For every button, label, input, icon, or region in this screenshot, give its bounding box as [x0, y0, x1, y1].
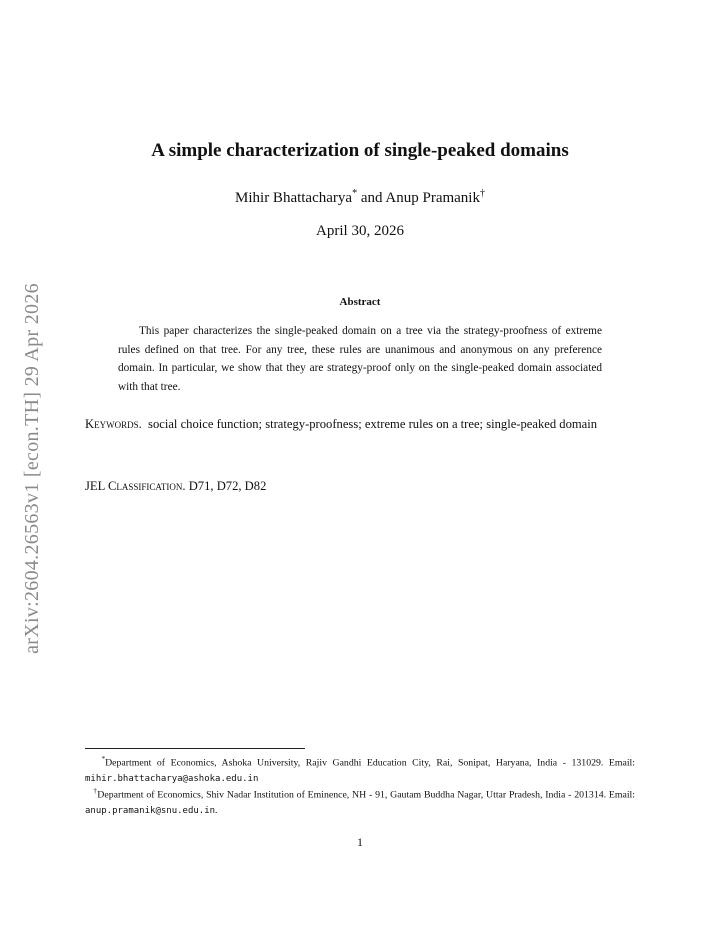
- email-address: anup.pramanik@snu.edu.in: [85, 806, 216, 817]
- author-line: [0, 188, 720, 207]
- page-number: 1: [357, 835, 363, 849]
- footnote-divider: [85, 748, 305, 749]
- jel-label: Classification.: [107, 479, 186, 493]
- footnote-marker: †: [93, 787, 98, 795]
- footnote-marker: *: [101, 755, 106, 763]
- footnote: [85, 783, 635, 819]
- jel-label: JEL: [85, 479, 105, 493]
- paper-title: A simple characterization of single-peaked domains: [151, 140, 569, 161]
- abstract-heading: Abstract: [339, 296, 381, 308]
- arxiv-identifier: arXiv:2604.26563v1 [econ.TH] 29 Apr 2026: [20, 282, 43, 654]
- abstract-text: This paper characterizes the single-peaked domain on a tree via the strategy-proofness of extreme rules defined on that tree. For any tree, these rules are unanimous and anonymous on any preference domain. In particular, we show that they are strategy-proof only on the single-peaked domain associated with that tree.: [118, 325, 602, 393]
- footnote-suffix: .: [215, 805, 218, 817]
- footnote-marker: †: [479, 188, 485, 199]
- email-address: mihir.bhattacharya@ashoka.edu.in: [85, 774, 259, 785]
- keywords-section: [85, 414, 635, 434]
- jel-codes: D71, D72, D82: [188, 479, 267, 493]
- paper-date: April 30, 2026: [316, 223, 404, 239]
- arxiv-sidebar-stamp: [12, 248, 52, 688]
- author-name: Anup Pramanik: [385, 190, 480, 206]
- footnote: [85, 751, 635, 787]
- author-name: Mihir Bhattacharya: [235, 190, 353, 206]
- keywords-text: social choice function; strategy-proofness; extreme rules on a tree; single-peaked domain: [148, 417, 598, 431]
- jel-classification: [85, 476, 635, 496]
- footnote-text: Department of Economics, Ashoka University, Rajiv Gandhi Education City, Rai, Sonipat, Haryana, India - 131029. Email:: [105, 757, 635, 769]
- keywords-label: Keywords.: [85, 417, 142, 431]
- footnote-marker: *: [352, 188, 358, 199]
- author-connector: and: [357, 190, 386, 206]
- footnote-text: Department of Economics, Shiv Nadar Institution of Eminence, NH - 91, Gautam Buddha Nagar, Uttar Pradesh, India - 201314. Email:: [97, 789, 635, 801]
